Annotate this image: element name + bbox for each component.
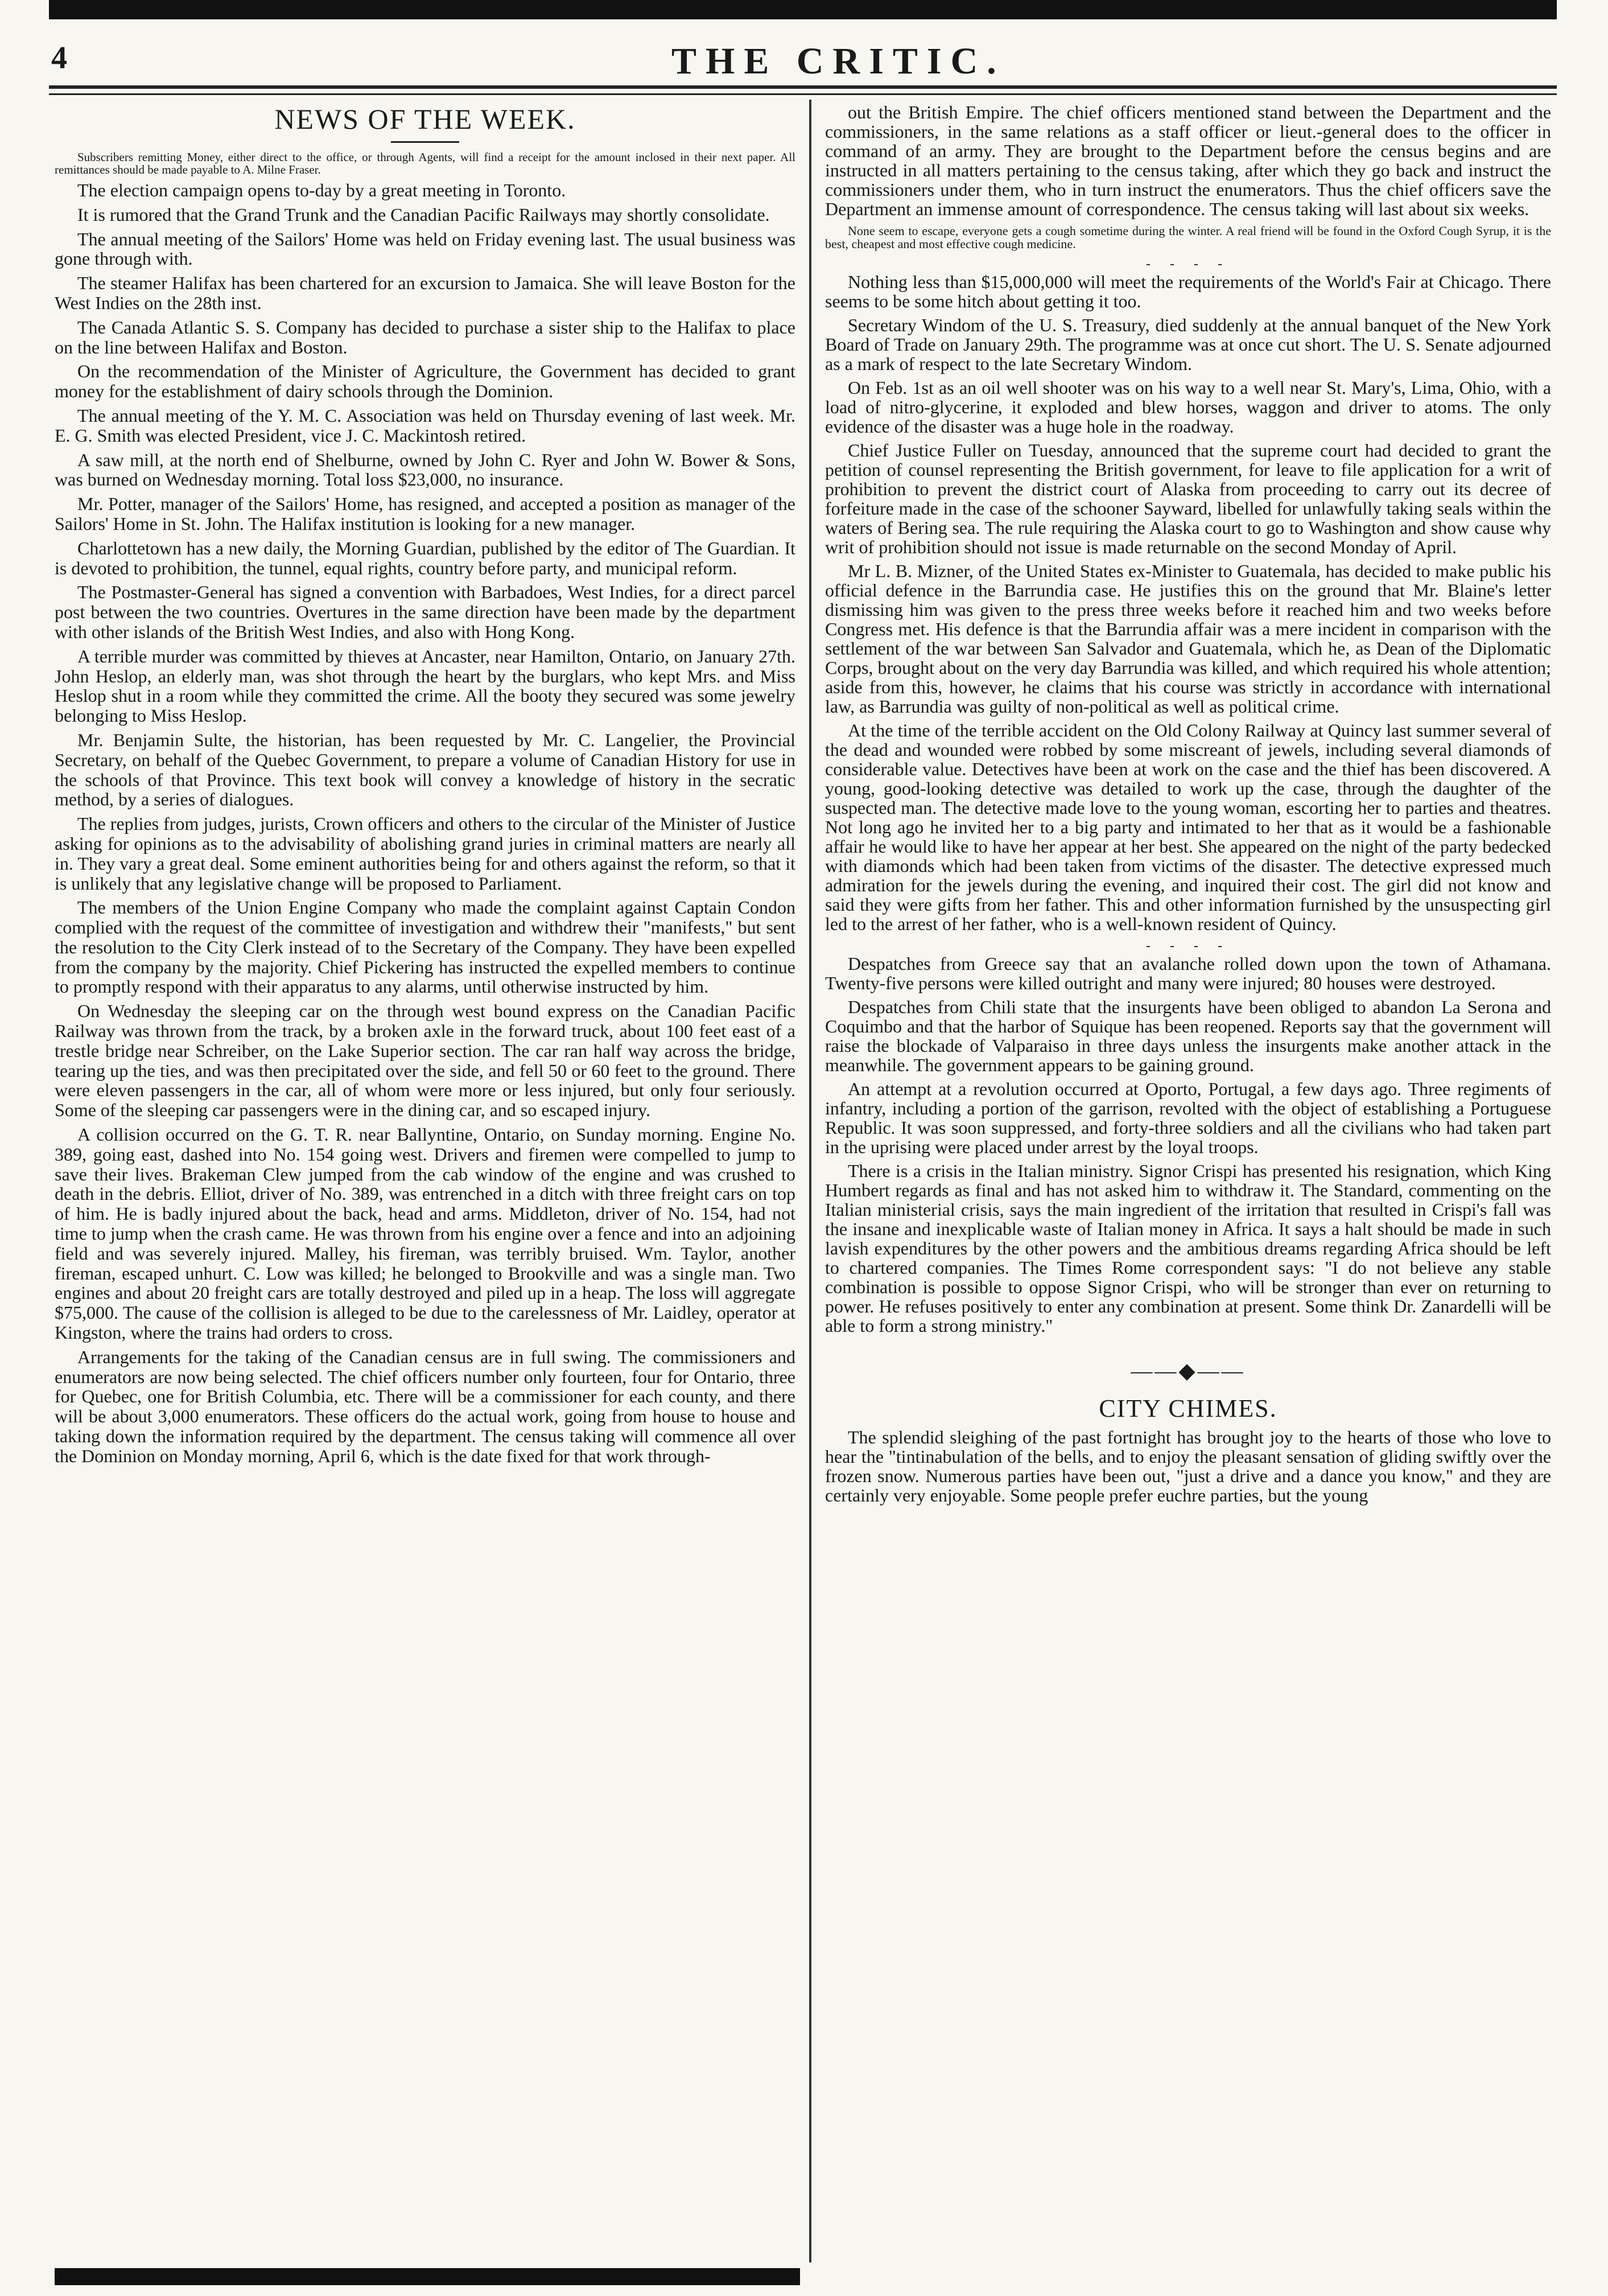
right-news-items-a (825, 102, 1551, 219)
news-item: Despatches from Chili state that the insurgents have been obliged to abandon La Serona and Coquimbo and that the harbor of Squique has been reopened. Reports say that the government will raise the blockade of Valparaiso in three days unless the insurgents make another attack in the meanwhile. The government appears to be gaining ground. (825, 997, 1551, 1075)
heading-rule (391, 141, 459, 143)
section-heading-news: NEWS OF THE WEEK. (274, 103, 576, 135)
city-chimes-items (825, 1427, 1551, 1505)
news-item: A collision occurred on the G. T. R. near Ballyntine, Ontario, on Sunday morning. Engine No. 389, going east, dashed into No. 154 going west. Drivers and firemen were compelled to jump to save their lives. Brakeman Clew jumped from the cab window of the engine and was crushed to death in the debris. Elliot, driver of No. 389, was entrenched in a ditch with three freight cars on top of him. He is badly injured about the back, head and arms. Middleton, driver of No. 154, had not time to jump when the crash came. He was thrown from his engine over a fence and into an adjoining field and was severely injured. Malley, his fireman, was terribly bruised. Wm. Taylor, another fireman, escaped unhurt. C. Low was killed; he belonged to Brookville and was a single man. Two engines and about 20 freight cars are totally destroyed and piled up in a heap. The loss will aggregate $75,000. The cause of the collision is alleged to be due to the carelessness of Mr. Laidley, operator at Kingston, where the trains had orders to cross. (55, 1124, 795, 1343)
news-item: The steamer Halifax has been chartered for an excursion to Jamaica. She will leave Boston for the West Indies on the 28th inst. (55, 273, 795, 313)
news-item: The Postmaster-General has signed a convention with Barbadoes, West Indies, for a direct parcel post between the two countries. Overtures in the same direction have been made by the department with other islands of the British West Indies, and also with Hong Kong. (55, 582, 795, 642)
page-number: 4 (51, 40, 67, 76)
top-border-bar (49, 0, 1557, 19)
news-item: On Wednesday the sleeping car on the through west bound express on the Canadian Pacific Railway was thrown from the track, by a broken axle in the forward truck, about 100 feet east of a trestle bridge near Schreiber, on the Lake Superior section. The car ran half way across the bridge, tearing up the ties, and was then precipitated over the side, and fell 50 or 60 feet to the ground. There were eleven passengers in the car, all of whom were more or less injured, but only four seriously. Some of the sleeping car passengers were in the dining car, and so escaped injury. (55, 1001, 795, 1121)
news-item: On the recommendation of the Minister of Agriculture, the Government has decided to grant money for the establishment of dairy schools through the Dominion. (55, 361, 795, 402)
separator-dashes: - - - - (1146, 257, 1230, 271)
left-column (55, 102, 795, 2260)
masthead-rule (49, 85, 1557, 89)
masthead-rule-thin (49, 93, 1557, 95)
news-item: The election campaign opens to-day by a great meeting in Toronto. (77, 180, 566, 200)
news-item: out the British Empire. The chief officers mentioned stand between the Department and the commissioners, in the same relations as a staff officer or lieut.-general does to the officer in command of an army. They are brought to the Department before the census begins and are instructed in all matters pertaining to the census taking, after which they go back and instruct the commissioners under them, who in turn instruct the enumerators. Thus the chief officers save the Department an immense amount of correspondence. The census taking will last about six weeks. (825, 102, 1551, 219)
news-item: The members of the Union Engine Company who made the complaint against Captain Condon complied with the request of the committee of investigation and withdrew their "manifests," but sent the resolution to the City Clerk instead of to the Secretary of the Company. They have been expelled from the company by the majority. Chief Pickering has instructed the expelled members to continue to promptly respond with their apparatus to any alarms, until otherwise instructed by him. (55, 897, 795, 997)
cough-syrup-notice: None seem to escape, everyone gets a cough sometime during the winter. A real friend will be found in the Oxford Cough Syrup, it is the best, cheapest and most effective cough medicine. (825, 224, 1551, 251)
news-item: Chief Justice Fuller on Tuesday, announced that the supreme court had decided to grant the petition of counsel representing the British government, for leave to file application for a writ of prohibition to prevent the district court of Alaska from proceeding to carry out its decree of forfeiture made in the case of the schooner Sayward, libelled for unlawfully taking seals within the waters of Bering sea. The rule requiring the Alaska court to go to Washington and show cause why writ of prohibition should not issue is made returnable on the second Monday of April. (825, 440, 1551, 557)
city-chimes-item: The splendid sleighing of the past fortnight has brought joy to the hearts of those who love to hear the "tintinabulation of the bells, and to enjoy the pleasant sensation of gliding swiftly over the frozen snow. Numerous parties have been out, "just a drive and a dance you know," and they are certainly very enjoyable. Some people prefer euchre parties, but the young (825, 1427, 1551, 1505)
bottom-border-bar (55, 2268, 800, 2285)
news-item: Mr. Benjamin Sulte, the historian, has been requested by Mr. C. Langelier, the Provincial Secretary, on behalf of the Quebec Government, to prepare a volume of Canadian History for use in the schools of that Province. This text book will convey a knowledge of history in the secratic method, by a series of dialogues. (55, 729, 795, 810)
news-item: An attempt at a revolution occurred at Oporto, Portugal, a few days ago. Three regiments of infantry, including a portion of the garrison, revolted with the object of establishing a Portuguese Republic. It was soon suppressed, and forty-three soldiers and all the civilians who had taken part in the uprising were placed under arrest by the loyal troops. (825, 1079, 1551, 1157)
news-item: The replies from judges, jurists, Crown officers and others to the circular of the Minister of Justice asking for opinions as to the advisability of abolishing grand juries in criminal matters are nearly all in. They vary a great deal. Some eminent authorities being for and others against the reform, so that it is unlikely that any legislative change will be proposed to Parliament. (55, 813, 795, 894)
subscriber-notice: Subscribers remitting Money, either direct to the office, or through Agents, will find a receipt for the amount inclosed in their next paper. All remittances should be made payable to A. Milne Fraser. (55, 150, 795, 176)
right-column (825, 102, 1551, 2260)
news-item: Arrangements for the taking of the Canadian census are in full swing. The commissioners and enumerators are now being selected. The chief officers number only fourteen, four for Ontario, three for Quebec, one for British Columbia, etc. There will be a commissioner for each county, and there will be about 3,000 enumerators. These officers do the actual work, going from house to house and taking down the information required by the department. The census taking will commence all over the Dominion on Monday morning, April 6, which is the date fixed for that work through- (55, 1346, 795, 1466)
news-item: On Feb. 1st as an oil well shooter was on his way to a well near St. Mary's, Lima, Ohio, with a load of nitro-glycerine, it exploded and blew horses, waggon and driver to atoms. The only evidence of the disaster was a huge hole in the roadway. (825, 377, 1551, 437)
news-item: There is a crisis in the Italian ministry. Signor Crispi has presented his resignation, which King Humbert regards as final and has not asked him to withdraw it. The Standard, commenting on the Italian ministerial crisis, says the main ingredient of the irritation that resulted in Crispi's fall was the insane and inexplicable waste of Italian money in Africa. It says a halt should be made in such lavish expenditures by the other powers and the ambitious dreams regarding Africa should be left to chartered companies. The Times Rome correspondent says: "I do not believe any stable combination is possible to oppose Signor Crispi, who will be stronger than ever on returning to power. He refuses positively to enter any combination at present. Some think Dr. Zanardelli will be able to form a strong ministry." (825, 1161, 1551, 1336)
news-item: The Canada Atlantic S. S. Company has decided to purchase a sister ship to the Halifax to place on the line between Halifax and Boston. (55, 316, 795, 357)
news-item: At the time of the terrible accident on the Old Colony Railway at Quincy last summer several of the dead and wounded were robbed by some miscreant of jewels, including several diamonds of considerable value. Detectives have been at work on the case and the thief has been discovered. A young, good-looking detective was detailed to work up the case, through the daughter of the suspected man. The detective made love to the young woman, escorting her to parties and theatres. Not long ago he invited her to a big party and intimated to her that as it would be a fashionable affair he would like to have her appear at her best. She appeared on the night of the party bedecked with diamonds which had been taken from victims of the disaster. The detective expressed much admiration for the jewels during the evening, and inquired their cost. The girl did not know and said they were gifts from her father. This and other information furnished by the unsuspecting girl led to the arrest of her father, who is a well-known resident of Quincy. (825, 720, 1551, 934)
right-news-items-b (825, 272, 1551, 933)
news-item: Nothing less than $15,000,000 will meet the requirements of the World's Fair at Chicago. There seems to be some hitch about getting it too. (825, 271, 1551, 311)
ornament-divider: ——◆—— (1131, 1359, 1246, 1383)
news-item: A terrible murder was committed by thieves at Ancaster, near Hamilton, Ontario, on January 27th. John Heslop, an elderly man, was shot through the heart by the burglars, who kept Mrs. and Miss Heslop shut in a room while they committed the crime. All the booty they secured was some jewelry belonging to Miss Heslop. (55, 645, 795, 726)
news-item: Despatches from Greece say that an avalanche rolled down upon the town of Athamana. Twenty-five persons were killed outright and many were injured; 80 houses were destroyed. (825, 953, 1551, 993)
right-news-items-c (825, 954, 1551, 1335)
news-item: Charlottetown has a new daily, the Morning Guardian, published by the editor of The Guardian. It is devoted to prohibition, the tunnel, equal rights, country before party, and municipal reform. (55, 537, 795, 578)
news-item: Mr. Potter, manager of the Sailors' Home, has resigned, and accepted a position as manager of the Sailors' Home in St. John. The Halifax institution is looking for a new manager. (55, 493, 795, 534)
column-divider (809, 100, 811, 2262)
separator-dashes-2: - - - - (1146, 939, 1230, 953)
news-item: The annual meeting of the Sailors' Home was held on Friday evening last. The usual business was gone through with. (55, 228, 795, 269)
news-item: The annual meeting of the Y. M. C. Association was held on Thursday evening of last week. Mr. E. G. Smith was elected President, vice J. C. Mackintosh retired. (55, 405, 795, 446)
left-news-items (55, 180, 795, 1466)
news-item: It is rumored that the Grand Trunk and the Canadian Pacific Railways may shortly consolidate. (77, 204, 770, 225)
masthead-title: THE CRITIC. (671, 40, 1005, 82)
section-heading-city-chimes: CITY CHIMES. (1099, 1394, 1277, 1422)
news-item: Secretary Windom of the U. S. Treasury, died suddenly at the annual banquet of the New York Board of Trade on January 29th. The programme was at once cut short. The U. S. Senate adjourned as a mark of respect to the late Secretary Windom. (825, 315, 1551, 374)
news-item: A saw mill, at the north end of Shelburne, owned by John C. Ryer and John W. Bower & Sons, was burned on Wednesday morning. Total loss $23,000, no insurance. (55, 449, 795, 490)
news-item: Mr L. B. Mizner, of the United States ex-Minister to Guatemala, has decided to make public his official defence in the Barrundia case. He justifies this on the ground that Mr. Blaine's letter dismissing him was given to the press three weeks before it reached him and two weeks before Congress met. His defence is that the Barrundia affair was a mere incident in comparison with the settlement of the war between San Salvador and Guatemala, which he, as Dean of the Diplomatic Corps, brought about on the very day Barrundia was killed, and which required his whole attention; aside from this, however, he claims that his course was strictly in accordance with international law, as Barrundia was guilty of non-political as well as political crime. (825, 561, 1551, 717)
